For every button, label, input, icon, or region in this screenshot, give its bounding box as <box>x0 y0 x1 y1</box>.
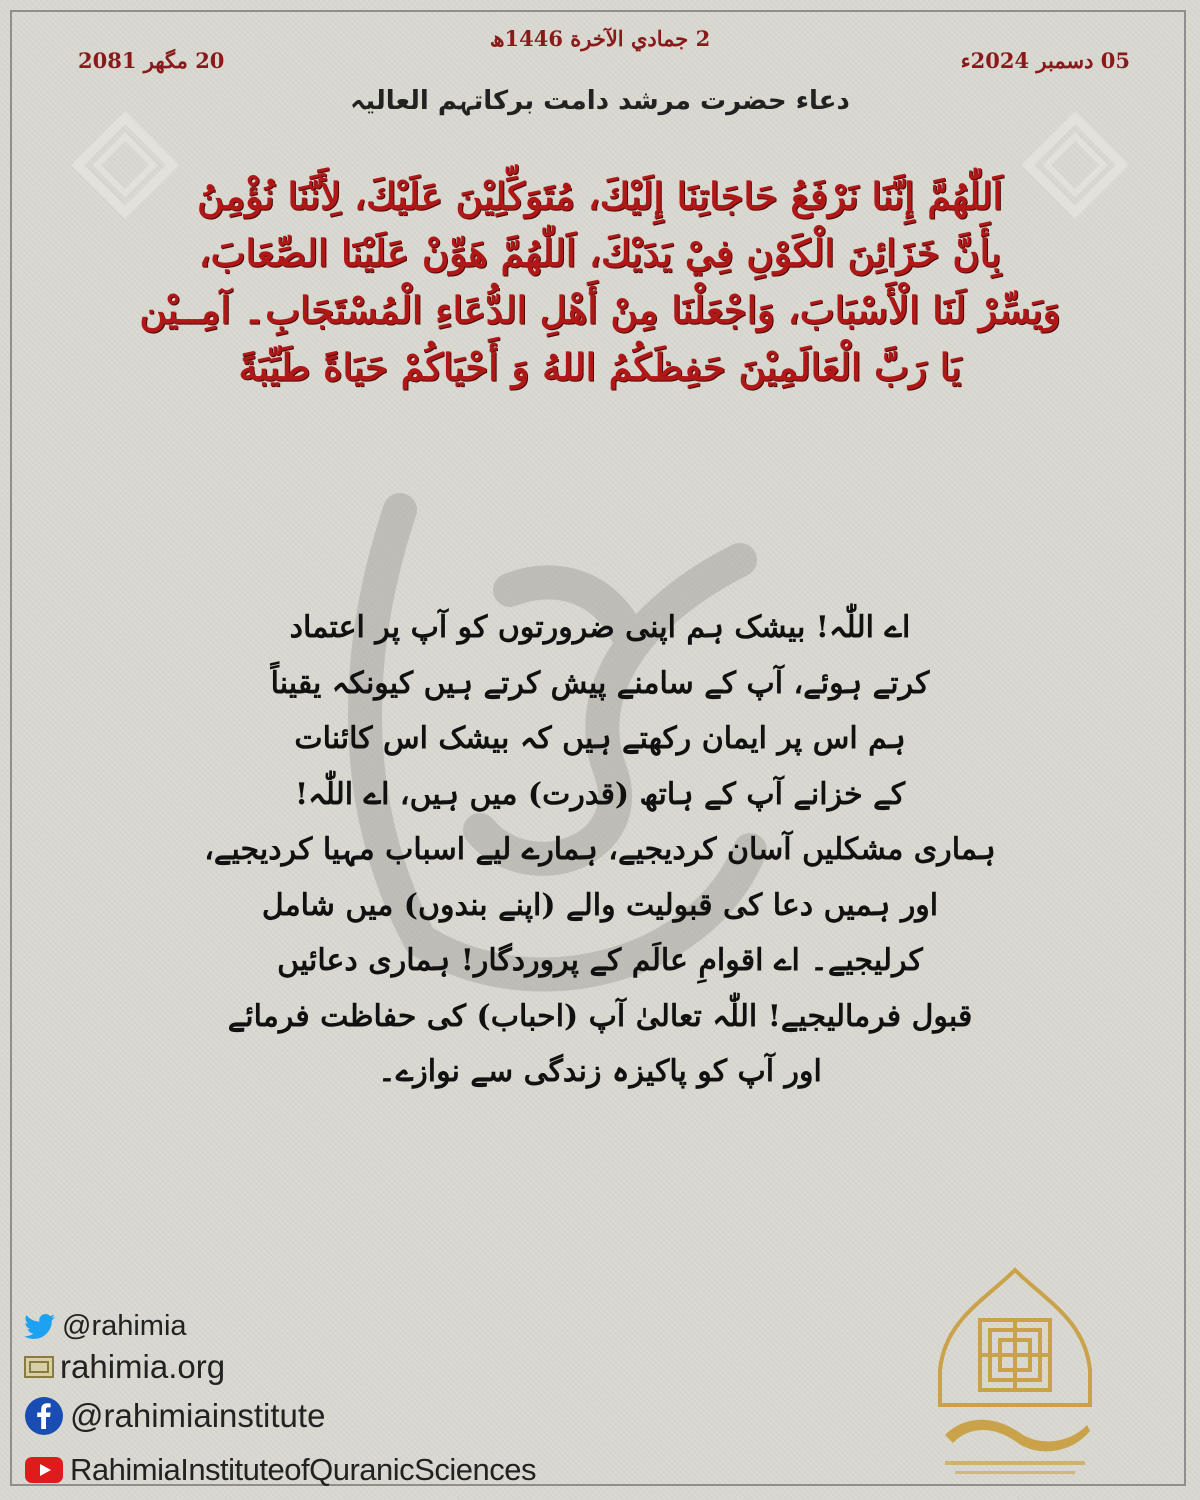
website-url: rahimia.org <box>60 1348 226 1385</box>
urdu-translation <box>180 600 1020 1100</box>
gregorian-date: 05 دسمبر 2024ء <box>960 48 1130 73</box>
facebook-handle: @rahimiainstitute <box>70 1397 326 1434</box>
urdu-line: اور ہمیں دعا کی قبولیت والے (اپنے بندوں) میں شامل <box>261 887 939 923</box>
urdu-line: کے خزانے آپ کے ہاتھ (قدرت) میں ہیں، اے اللّٰہ! <box>294 776 906 812</box>
twitter-link[interactable] <box>24 1310 187 1343</box>
arabic-dua-line: اَللّٰهُمَّ إِنَّنَا نَرْفَعُ حَاجَاتِنَا إِلَيْكَ، مُتَوَكِّلِيْنَ عَلَيْكَ، لِأَنَّنَا نُؤْمِنُ <box>197 174 1003 218</box>
facebook-link[interactable] <box>24 1396 325 1436</box>
urdu-line: اور آپ کو پاکیزہ زندگی سے نوازے۔ <box>378 1054 822 1089</box>
urdu-line: کرلیجیے۔ اے اقوامِ عالَم کے پروردگار! ہماری دعائیں <box>277 943 923 978</box>
urdu-line: ہماری مشکلیں آسان کردیجیے، ہمارے لیے اسباب مہیا کردیجیے، <box>204 832 996 867</box>
urdu-line: قبول فرمالیجیے! اللّٰہ تعالیٰ آپ (احباب) کی حفاظت فرمائے <box>227 998 973 1034</box>
hijri-date: 2 جمادي الآخرة 1446ھ <box>489 26 711 51</box>
youtube-icon <box>24 1456 64 1484</box>
youtube-channel: RahimiaInstituteofQuranicSciences <box>70 1452 536 1487</box>
urdu-line: اے اللّٰہ! بیشک ہم اپنی ضرورتوں کو آپ پر اعتماد <box>289 610 911 645</box>
website-link[interactable] <box>24 1348 225 1386</box>
arabic-dua <box>80 168 1120 396</box>
arabic-dua-line: وَيَسِّرْ لَنَا الْأَسْبَابَ، وَاجْعَلْنَا مِنْ أَهْلِ الدُّعَاءِ الْمُسْتَجَابِ۔ آمِــيْن <box>139 288 1061 332</box>
website-icon <box>24 1354 54 1380</box>
urdu-line: ہم اس پر ایمان رکھتے ہیں کہ بیشک اس کائنات <box>294 721 906 756</box>
page-title: دعاء حضرت مرشد دامت برکاتہم العالیہ <box>350 86 850 116</box>
rahimia-institute-logo <box>925 1265 1105 1485</box>
urdu-line: کرتے ہوئے، آپ کے سامنے پیش کرتے ہیں کیونکہ یقیناً <box>270 665 930 701</box>
twitter-handle: @rahimia <box>62 1310 187 1342</box>
arabic-dua-line: يَا رَبَّ الْعَالَمِيْنَ حَفِظَكُمُ اللهُ وَ أَحْيَاكُمْ حَيَاةً طَيِّبَةً <box>238 345 962 389</box>
twitter-icon <box>24 1313 56 1341</box>
arabic-dua-line: بِأَنَّ خَزَائِنَ الْكَوْنِ فِيْ يَدَيْكَ، اَللّٰهُمَّ هَوِّنْ عَلَيْنَا الصِّعَابَ، <box>198 231 1002 275</box>
youtube-link[interactable] <box>24 1452 536 1488</box>
bikrami-date: 20 مگھر 2081 <box>78 48 225 73</box>
facebook-icon <box>24 1396 64 1436</box>
